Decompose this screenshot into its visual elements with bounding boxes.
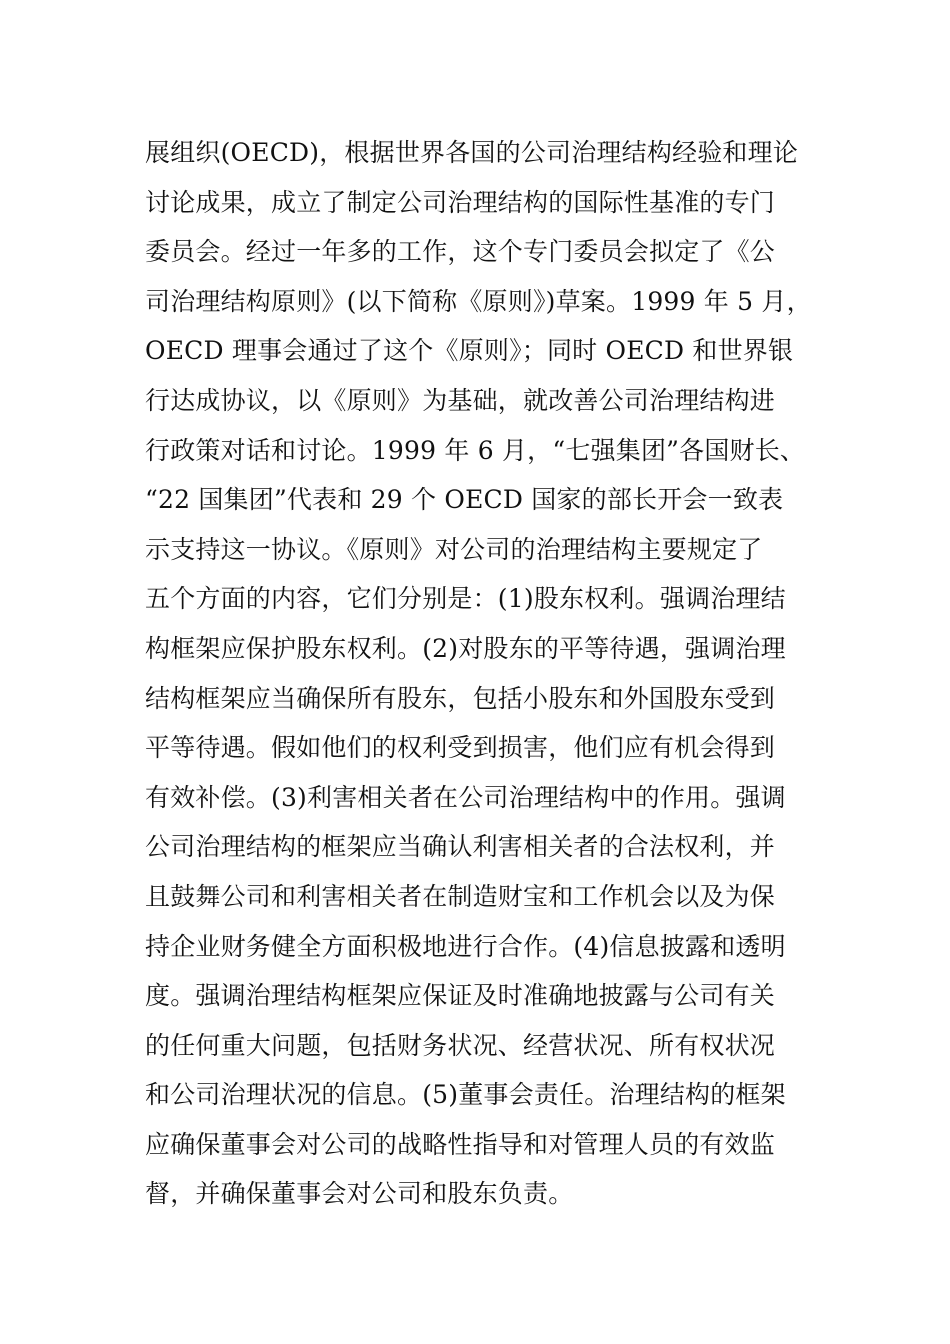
text-line: 结构框架应当确保所有股东，包括小股东和外国股东受到 <box>145 683 776 713</box>
text-line: 讨论成果，成立了制定公司治理结构的国际性基准的专门 <box>145 187 776 217</box>
text-line: 公司治理结构的框架应当确认利害相关者的合法权利，并 <box>145 832 776 862</box>
text-line: 度。强调治理结构框架应保证及时准确地披露与公司有关 <box>145 981 776 1011</box>
text-line: 督，并确保董事会对公司和股东负责。 <box>145 1179 574 1209</box>
text-line: 应确保董事会对公司的战略性指导和对管理人员的有效监 <box>145 1129 776 1159</box>
text-line: 有效补偿。(3)利害相关者在公司治理结构中的作用。强调 <box>145 782 786 812</box>
text-line: 示支持这一协议。《原则》对公司的治理结构主要规定了 <box>145 534 763 564</box>
text-line: 持企业财务健全方面积极地进行合作。(4)信息披露和透明 <box>145 931 786 961</box>
text-line: 和公司治理状况的信息。(5)董事会责任。治理结构的框架 <box>145 1080 786 1110</box>
text-line: OECD 理事会通过了这个《原则》；同时 OECD 和世界银 <box>145 336 794 366</box>
text-line: 构框架应保护股东权利。(2)对股东的平等待遇，强调治理 <box>145 633 786 663</box>
text-line: 委员会。经过一年多的工作，这个专门委员会拟定了《公 <box>145 237 776 267</box>
text-line: 平等待遇。假如他们的权利受到损害，他们应有机会得到 <box>145 733 776 763</box>
text-line: 展组织(OECD)，根据世界各国的公司治理结构经验和理论 <box>145 138 799 167</box>
text-line: 司治理结构原则》(以下简称《原则》)草案。1999 年 5 月， <box>145 286 812 316</box>
text-line: 行达成协议，以《原则》为基础，就改善公司治理结构进 <box>145 385 776 415</box>
body-paragraph <box>145 128 825 1219</box>
text-line: 行政策对话和讨论。1999 年 6 月，“七强集团”各国财长、 <box>145 435 806 465</box>
text-line: “22 国集团”代表和 29 个 OECD 国家的部长开会一致表 <box>145 485 784 515</box>
text-line: 五个方面的内容，它们分别是：(1)股东权利。强调治理结 <box>145 584 786 614</box>
text-line: 的任何重大问题，包括财务状况、经营状况、所有权状况 <box>145 1030 776 1060</box>
text-line: 且鼓舞公司和利害相关者在制造财宝和工作机会以及为保 <box>145 881 776 911</box>
